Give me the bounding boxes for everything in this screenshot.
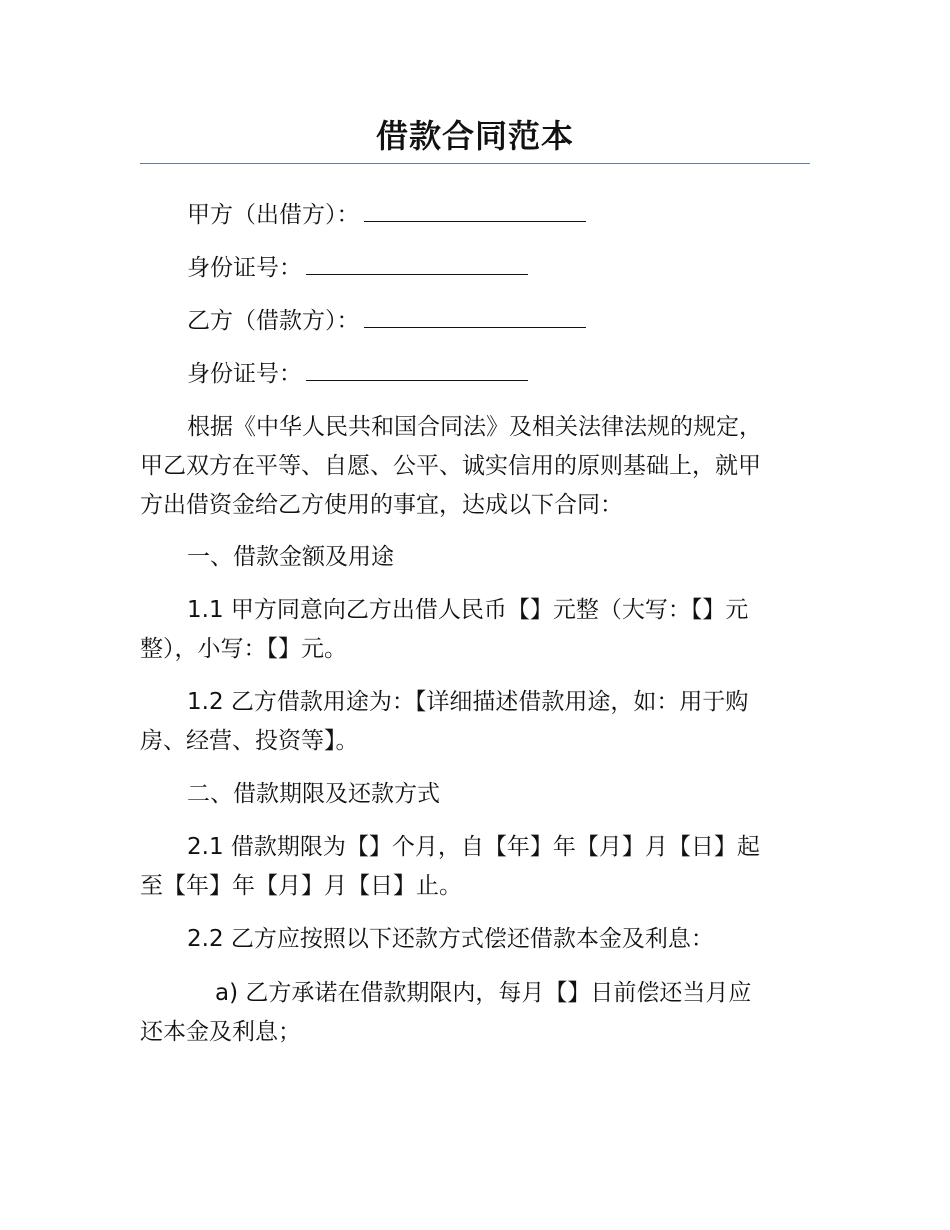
clause-2-1-line: 2.1 借款期限为【】个月，自【年】年【月】月【日】起 <box>187 834 760 860</box>
clause-1-1-line: 1.1 甲方同意向乙方出借人民币【】元整（大写：【】元 <box>187 597 749 623</box>
preamble-line: 根据《中华人民共和国合同法》及相关法律法规的规定， <box>187 414 762 440</box>
party-a-field <box>140 195 810 234</box>
party-a-id-label: 身份证号： <box>187 255 302 281</box>
party-a-id-field <box>140 248 810 287</box>
preamble-line: 方出借资金给乙方使用的事宜，达成以下合同： <box>140 492 623 518</box>
title-underline <box>140 163 810 164</box>
preamble-line: 甲乙双方在平等、自愿、公平、诚实信用的原则基础上，就甲 <box>140 453 761 479</box>
party-b-field <box>140 301 810 340</box>
document-title: 借款合同范本 <box>375 117 574 155</box>
party-b-label: 乙方（借款方）： <box>187 308 360 334</box>
clause-2-2-line: 2.2 乙方应按照以下还款方式偿还借款本金及利息： <box>187 926 714 952</box>
section-2-heading: 二、借款期限及还款方式 <box>187 781 440 807</box>
party-a-id-blank[interactable] <box>306 248 528 275</box>
clause-1-2-line: 房、经营、投资等】。 <box>140 728 359 754</box>
clause-2-1-line: 至【年】年【月】月【日】止。 <box>140 873 462 899</box>
item-a-line: 还本金及利息； <box>140 1019 301 1045</box>
section-1-heading: 一、借款金额及用途 <box>187 544 394 570</box>
clause-1-1-line: 整），小写：【】元。 <box>140 636 347 662</box>
party-b-id-field <box>140 354 810 393</box>
party-b-id-label: 身份证号： <box>187 361 302 387</box>
party-b-id-blank[interactable] <box>306 354 528 381</box>
item-a-line: a) 乙方承诺在借款期限内，每月【】日前偿还当月应 <box>215 980 752 1006</box>
party-b-blank[interactable] <box>364 301 586 328</box>
party-a-blank[interactable] <box>364 195 586 222</box>
clause-1-2-line: 1.2 乙方借款用途为：【详细描述借款用途，如：用于购 <box>187 689 749 715</box>
party-a-label: 甲方（出借方）： <box>187 202 360 228</box>
